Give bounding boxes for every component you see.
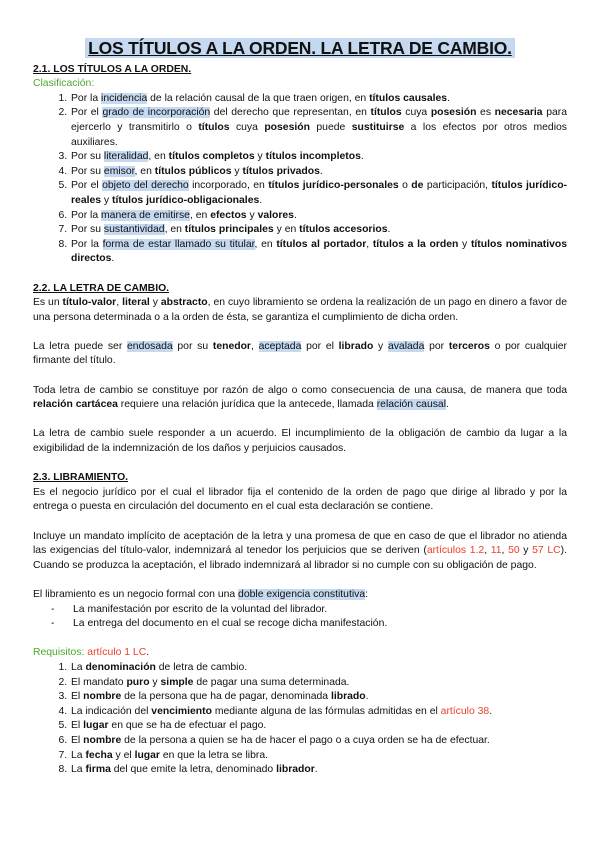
- list-item: 8. La firma del que emite la letra, denominado librador.: [70, 763, 567, 778]
- paragraph: Es el negocio jurídico por el cual el librador fija el contenido de la orden de pago que dirige al librado y por la entrega o puesta en circulación del documento en el cual esta declaración se contiene.: [33, 486, 567, 513]
- list-item: 3. El nombre de la persona que ha de pagar, denominada librado.: [70, 690, 567, 705]
- paragraph: El libramiento es un negocio formal con una doble exigencia constitutiva:: [33, 588, 369, 600]
- section-heading-2-1: 2.1. LOS TÍTULOS A LA ORDEN.: [33, 63, 192, 75]
- link-articulo-11: 11: [490, 545, 502, 557]
- document-title-block: [33, 38, 567, 60]
- list-item: - La manifestación por escrito de la voluntad del librador.: [73, 603, 567, 618]
- list-item: 1. La denominación de letra de cambio.: [70, 661, 567, 676]
- list-item: 3. Por su literalidad, en títulos completos y títulos incompletos.: [70, 150, 567, 165]
- classification-list: [33, 92, 567, 267]
- requirements-label: Requisitos: artículo 1 LC.: [33, 647, 150, 659]
- list-item: 6. El nombre de la persona a quien se ha de hacer el pago o a cuya orden se ha de efectuar.: [70, 734, 567, 749]
- list-item: 7. Por su sustantividad, en títulos principales y en títulos accesorios.: [70, 223, 567, 238]
- section-heading-2-3: 2.3. LIBRAMIENTO.: [33, 472, 129, 484]
- link-articulo-57: 57 LC: [532, 545, 561, 557]
- paragraph: Incluye un mandato implícito de aceptación de la letra y una promesa de que en caso de que el librador no atienda las exigencias del título-valor, indemnizará al tenedor los perjuicios que se deriven (artículos 1.2, 11, 50 y 57 LC). Cuando se produzca la aceptación, el librado indemnizará al librador si no cumple con su obligación de pago.: [33, 530, 567, 571]
- paragraph: La letra de cambio suele responder a un acuerdo. El incumplimiento de la obligación de cambio da lugar a la exigibilidad de la indemnización de los daños y perjuicios causados.: [33, 428, 567, 455]
- list-item: 5. Por el objeto del derecho incorporado, en títulos jurídico-personales o de participación, títulos jurídico-reales y títulos jurídico-obligacionales.: [70, 179, 567, 208]
- list-item: 5. El lugar en que se ha de efectuar el pago.: [70, 719, 567, 734]
- list-item: 1. Por la incidencia de la relación causal de la que traen origen, en títulos causales.: [70, 92, 567, 107]
- list-item: 2. El mandato puro y simple de pagar una suma determinada.: [70, 676, 567, 691]
- list-item: 2. Por el grado de incorporación del derecho que representan, en títulos cuya posesión es necesaria para ejercerlo y transmitirlo o títulos cuya posesión puede sustituirse a los efectos por otros medios auxiliares.: [70, 106, 567, 150]
- link-articulo-50: 50: [508, 545, 520, 557]
- classification-label: Clasificación:: [33, 78, 95, 90]
- list-item: 8. Por la forma de estar llamado su titular, en títulos al portador, títulos a la orden y títulos nominativos directos.: [70, 238, 567, 267]
- link-articulo-1-2: artículos 1.2: [426, 545, 485, 557]
- list-item: 4. Por su emisor, en títulos públicos y títulos privados.: [70, 165, 567, 180]
- list-item: 7. La fecha y el lugar en que la letra se libra.: [70, 749, 567, 764]
- section-heading-2-2: 2.2. LA LETRA DE CAMBIO.: [33, 282, 170, 294]
- paragraph: Toda letra de cambio se constituye por razón de algo o como consecuencia de una causa, de manera que toda relación cartácea requiere una relación jurídica que la antecede, llamada relación causal.: [33, 384, 567, 411]
- document-title: LOS TÍTULOS A LA ORDEN. LA LETRA DE CAMBIO.: [85, 38, 515, 58]
- list-item: - La entrega del documento en el cual se recoge dicha manifestación.: [73, 617, 567, 632]
- list-item: 6. Por la manera de emitirse, en efectos y valores.: [70, 209, 567, 224]
- list-item: 4. La indicación del vencimiento mediante alguna de las fórmulas admitidas en el artículo 38.: [70, 705, 567, 720]
- requirements-list: [33, 661, 567, 778]
- paragraph: La letra puede ser endosada por su tenedor, aceptada por el librado y avalada por terceros o por cualquier firmante del título.: [33, 340, 568, 367]
- paragraph: Es un título-valor, literal y abstracto, en cuyo libramiento se ordena la realización de un pago en dinero a favor de una persona determinada o a la orden de ésta, se garantiza el cumplimiento de dicha orden.: [33, 297, 567, 323]
- dash-list: [33, 603, 567, 632]
